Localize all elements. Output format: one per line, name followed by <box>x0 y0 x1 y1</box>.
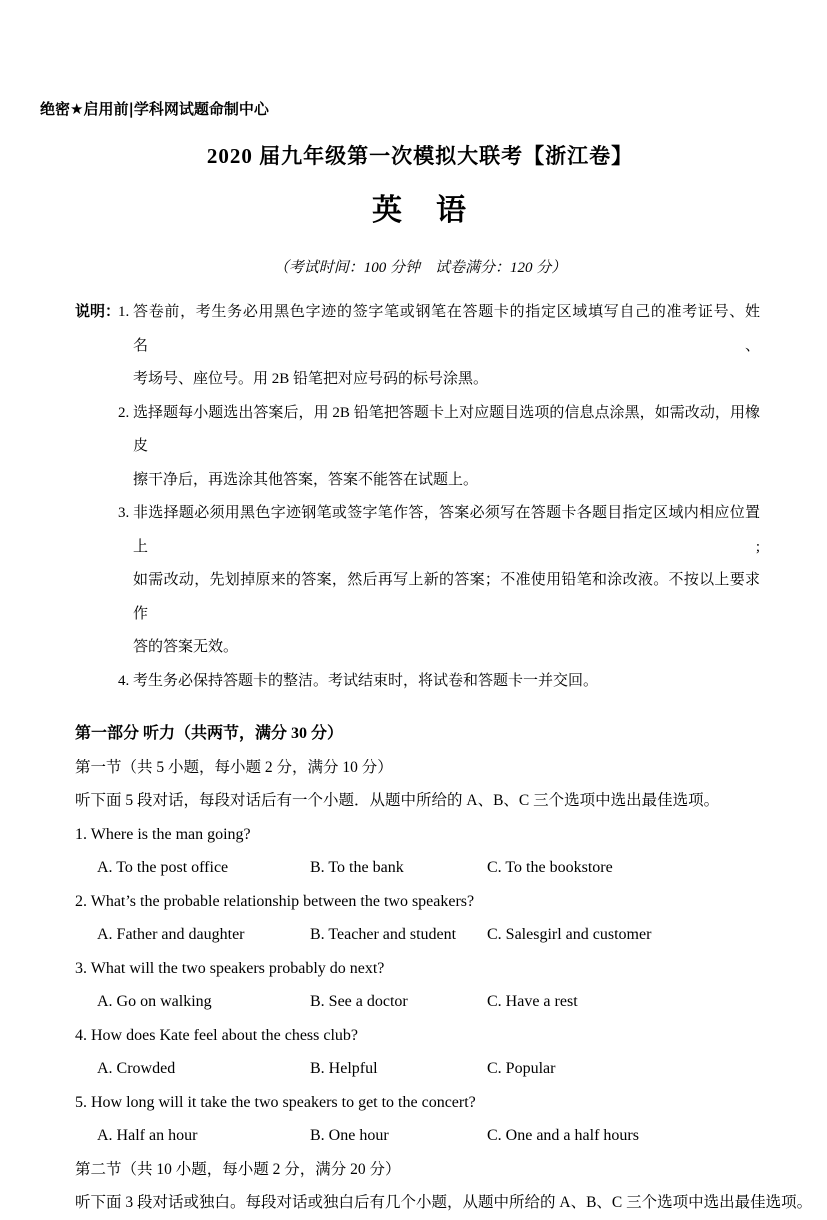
option-b: B. Teacher and student <box>310 926 457 943</box>
question-text: 3. What will the two speakers probably do next? <box>75 959 385 977</box>
question-block-4 <box>75 1019 765 1086</box>
note-number: 1. <box>118 304 130 320</box>
note-text: 选择题每小题选出答案后，用 2B 铅笔把答题卡上对应题目选项的信息点涂黑，如需改动，用橡皮 <box>133 404 760 454</box>
note-text: 考生务必保持答题卡的整洁。考试结束时，将试卷和答题卡一并交回。 <box>133 672 599 689</box>
option-c: C. Salesgirl and customer <box>487 926 652 943</box>
question-block-5 <box>75 1086 765 1153</box>
option-c: C. Have a rest <box>487 993 578 1010</box>
note-line: 如需改动，先划掉原来的答案，然后再写上新的答案；不准使用铅笔和涂改液。不按以上要求作 <box>133 572 760 622</box>
notes-label: 说明： <box>75 304 121 320</box>
part1-heading: 第一部分 听力（共两节，满分 30 分） <box>75 725 344 742</box>
note-line <box>118 296 760 363</box>
question-block-3 <box>75 952 765 1019</box>
options-row <box>75 851 765 885</box>
section1-instruction: 听下面 5 段对话，每段对话后有一个小题．从题中所给的 A、B、C 三个选项中选出最佳选项。 <box>75 792 720 809</box>
classification-banner: 绝密★启用前|学科网试题命制中心 <box>40 100 269 118</box>
options-row <box>75 985 765 1019</box>
question-block-2 <box>75 885 765 952</box>
option-c: C. One and a half hours <box>487 1127 639 1144</box>
note-text: 非选择题必须用黑色字迹钢笔或签字笔作答，答案必须写在答题卡各题目指定区域内相应位置上; <box>133 505 760 555</box>
option-a: A. Half an hour <box>97 1127 198 1144</box>
note-line <box>118 397 760 464</box>
question-text: 1. Where is the man going? <box>75 825 251 843</box>
note-number: 3. <box>118 505 130 521</box>
question-text: 4. How does Kate feel about the chess club? <box>75 1026 359 1044</box>
note-item-2 <box>75 397 760 498</box>
note-number: 4. <box>118 672 130 689</box>
note-item-3 <box>75 497 760 665</box>
note-line: 考场号、座位号。用 2B 铅笔把对应号码的标号涂黑。 <box>133 371 489 387</box>
question-text: 2. What’s the probable relationship between the two speakers? <box>75 892 475 910</box>
option-b: B. One hour <box>310 1127 389 1144</box>
option-b: B. To the bank <box>310 859 404 876</box>
note-line <box>118 497 760 564</box>
option-c: C. Popular <box>487 1060 556 1077</box>
note-number: 2. <box>118 404 130 421</box>
options-row <box>75 1119 765 1153</box>
option-b: B. Helpful <box>310 1060 378 1077</box>
options-row <box>75 1052 765 1086</box>
options-row <box>75 918 765 952</box>
note-line: 答的答案无效。 <box>133 639 239 655</box>
section1-heading: 第一节（共 5 小题，每小题 2 分，满分 10 分） <box>75 758 393 776</box>
note-line: 擦干净后，再选涂其他答案，答案不能答在试题上。 <box>133 471 479 488</box>
note-item-1 <box>75 296 760 397</box>
question-block-1 <box>75 818 765 885</box>
option-a: A. Crowded <box>97 1060 176 1077</box>
note-item-4 <box>75 665 760 699</box>
subject-title: 英 语 <box>372 194 468 227</box>
option-a: A. Go on walking <box>97 993 212 1010</box>
option-b: B. See a doctor <box>310 993 408 1010</box>
exam-time-score-info: （考试时间：100 分钟 试卷满分：120 分） <box>273 260 567 276</box>
note-line <box>118 665 760 699</box>
option-c: C. To the bookstore <box>487 859 613 876</box>
notes-section <box>75 296 760 698</box>
section2-heading: 第二节（共 10 小题，每小题 2 分，满分 20 分） <box>75 1160 401 1178</box>
section2-instruction: 听下面 3 段对话或独白。每段对话或独白后有几个小题，从题中所给的 A、B、C 三个选项中选出最佳选项。 <box>75 1194 813 1211</box>
option-a: A. Father and daughter <box>97 926 245 943</box>
exam-title: 2020 届九年级第一次模拟大联考【浙江卷】 <box>206 144 634 168</box>
note-text: 答卷前，考生务必用黑色字迹的签字笔或钢笔在答题卡的指定区域填写自己的准考证号、姓名、 <box>133 304 760 354</box>
option-a: A. To the post office <box>97 859 229 876</box>
question-text: 5. How long will it take the two speakers to get to the concert? <box>75 1093 476 1111</box>
